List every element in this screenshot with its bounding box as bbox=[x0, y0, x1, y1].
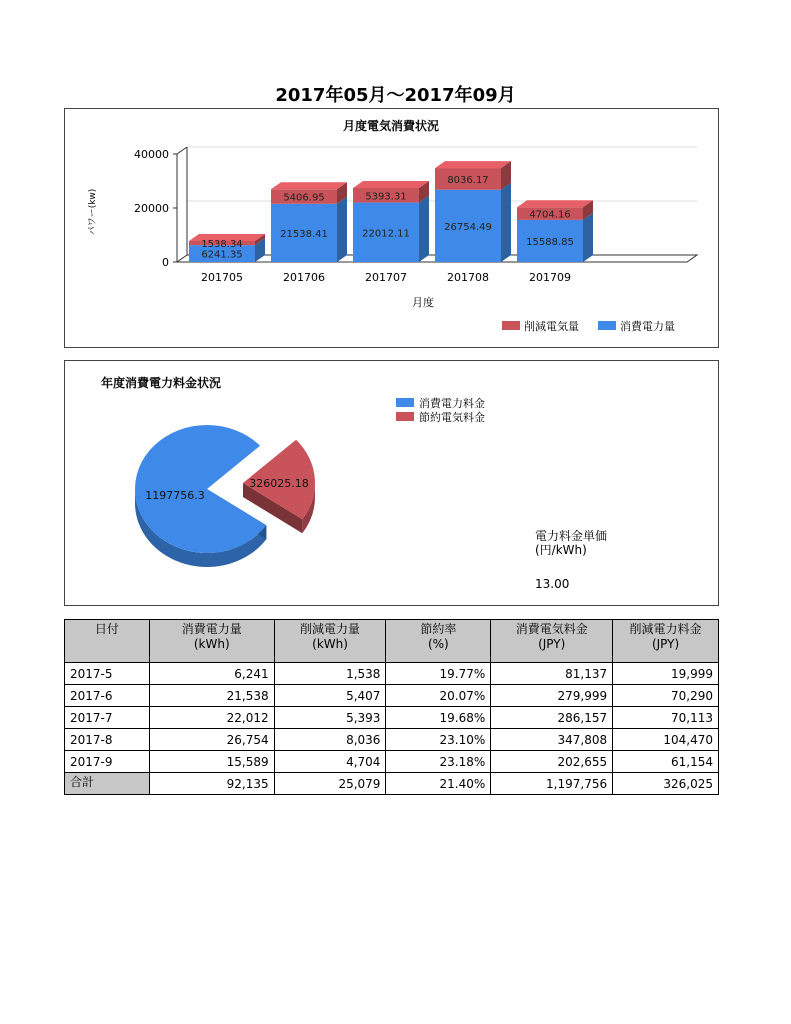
header-consumption-cost: 消費電気料金 (JPY) bbox=[491, 620, 613, 663]
cell-rate: 23.10% bbox=[386, 729, 491, 751]
y-tick-label: 20000 bbox=[134, 202, 169, 215]
cell-reduction: 1,538 bbox=[274, 663, 386, 685]
cell-reduction: 8,036 bbox=[274, 729, 386, 751]
cell-date: 2017-6 bbox=[65, 685, 150, 707]
x-tick-label: 201707 bbox=[365, 271, 407, 284]
cell-reduction: 5,407 bbox=[274, 685, 386, 707]
cell-reduction: 4,704 bbox=[274, 751, 386, 773]
unit-price-label: 電力料金単価 bbox=[535, 529, 608, 543]
header-reduction-cost: 削減電力料金 (JPY) bbox=[613, 620, 719, 663]
cell-date: 2017-7 bbox=[65, 707, 150, 729]
table-row bbox=[65, 685, 719, 707]
bar-value-label: 4704.16 bbox=[529, 209, 571, 221]
cell-consumption: 26,754 bbox=[149, 729, 274, 751]
cell-consumption: 21,538 bbox=[149, 685, 274, 707]
x-tick-label: 201709 bbox=[529, 271, 571, 284]
bar-chart bbox=[65, 109, 718, 347]
legend-item bbox=[396, 410, 485, 424]
cell-rate: 23.18% bbox=[386, 751, 491, 773]
table-row bbox=[65, 707, 719, 729]
cell-consumption-cost: 81,137 bbox=[491, 663, 613, 685]
bar-chart-title: 月度電気消費状況 bbox=[342, 119, 440, 133]
cell-rate: 20.07% bbox=[386, 685, 491, 707]
bar-value-label: 26754.49 bbox=[444, 221, 492, 233]
cell-total-rate: 21.40% bbox=[386, 773, 491, 795]
table-row bbox=[65, 751, 719, 773]
cell-total-reduction: 25,079 bbox=[274, 773, 386, 795]
pie-slice-label: 1197756.3 bbox=[145, 489, 205, 502]
header-reduction: 削減電力量 (kWh) bbox=[274, 620, 386, 663]
svg-text:削減電気量: 削減電気量 bbox=[524, 320, 579, 333]
svg-text:消費電力料金: 消費電力料金 bbox=[419, 397, 485, 410]
header-consumption: 消費電力量 (kWh) bbox=[149, 620, 274, 663]
cell-consumption: 22,012 bbox=[149, 707, 274, 729]
unit-price-block bbox=[535, 529, 607, 591]
cell-total-consumption-cost: 1,197,756 bbox=[491, 773, 613, 795]
cell-consumption-cost: 286,157 bbox=[491, 707, 613, 729]
bar-value-label: 5406.95 bbox=[283, 192, 325, 204]
table-row bbox=[65, 729, 719, 751]
cell-total-reduction-cost: 326,025 bbox=[613, 773, 719, 795]
cell-rate: 19.68% bbox=[386, 707, 491, 729]
cell-rate: 19.77% bbox=[386, 663, 491, 685]
bar-value-label: 6241.35 bbox=[201, 249, 243, 261]
unit-price-value: 13.00 bbox=[535, 577, 570, 591]
header-date: 日付 bbox=[65, 620, 150, 663]
header-saving-rate: 節約率 (%) bbox=[386, 620, 491, 663]
svg-text:消費電力量: 消費電力量 bbox=[620, 320, 675, 333]
cell-consumption-cost: 279,999 bbox=[491, 685, 613, 707]
cell-consumption: 6,241 bbox=[149, 663, 274, 685]
cell-reduction-cost: 70,290 bbox=[613, 685, 719, 707]
bar-chart-panel bbox=[64, 108, 719, 348]
svg-text:節約電気料金: 節約電気料金 bbox=[419, 411, 485, 424]
bar-value-label: 15588.85 bbox=[526, 236, 574, 248]
legend-item bbox=[598, 319, 675, 333]
x-tick-label: 201706 bbox=[283, 271, 325, 284]
cell-reduction-cost: 61,154 bbox=[613, 751, 719, 773]
cell-total-label: 合計 bbox=[65, 773, 150, 795]
summary-table bbox=[64, 619, 719, 795]
cell-reduction: 5,393 bbox=[274, 707, 386, 729]
cell-date: 2017-5 bbox=[65, 663, 150, 685]
y-tick-label: 0 bbox=[162, 256, 169, 269]
cell-reduction-cost: 70,113 bbox=[613, 707, 719, 729]
table-header-row bbox=[65, 620, 719, 663]
cell-consumption-cost: 202,655 bbox=[491, 751, 613, 773]
table-total-row bbox=[65, 773, 719, 795]
y-tick-label: 40000 bbox=[134, 148, 169, 161]
cell-date: 2017-9 bbox=[65, 751, 150, 773]
bar-chart-xlabel: 月度 bbox=[412, 296, 434, 309]
legend-item bbox=[396, 396, 485, 410]
page-title: 2017年05月～2017年09月 bbox=[275, 85, 516, 106]
bar-value-label: 22012.11 bbox=[362, 228, 410, 240]
pie-slice-label: 326025.18 bbox=[249, 477, 309, 490]
cell-total-consumption: 92,135 bbox=[149, 773, 274, 795]
cell-consumption: 15,589 bbox=[149, 751, 274, 773]
legend-item bbox=[502, 319, 579, 333]
bar-chart-ylabel: パワー(kw) bbox=[88, 188, 98, 236]
x-tick-label: 201705 bbox=[201, 271, 243, 284]
pie-chart-title: 年度消費電力料金状況 bbox=[100, 376, 222, 390]
cell-reduction-cost: 104,470 bbox=[613, 729, 719, 751]
cell-date: 2017-8 bbox=[65, 729, 150, 751]
pie-chart-panel bbox=[64, 360, 719, 606]
bar-value-label: 21538.41 bbox=[280, 228, 328, 240]
unit-price-unit: (円/kWh) bbox=[535, 543, 587, 557]
x-tick-label: 201708 bbox=[447, 271, 489, 284]
y-axis-top bbox=[177, 147, 187, 154]
table-row bbox=[65, 663, 719, 685]
bar-value-label: 5393.31 bbox=[365, 191, 407, 203]
pie-chart bbox=[65, 361, 718, 605]
cell-consumption-cost: 347,808 bbox=[491, 729, 613, 751]
bar-value-label: 1538.34 bbox=[201, 239, 243, 251]
cell-reduction-cost: 19,999 bbox=[613, 663, 719, 685]
bar-value-label: 8036.17 bbox=[447, 174, 489, 186]
